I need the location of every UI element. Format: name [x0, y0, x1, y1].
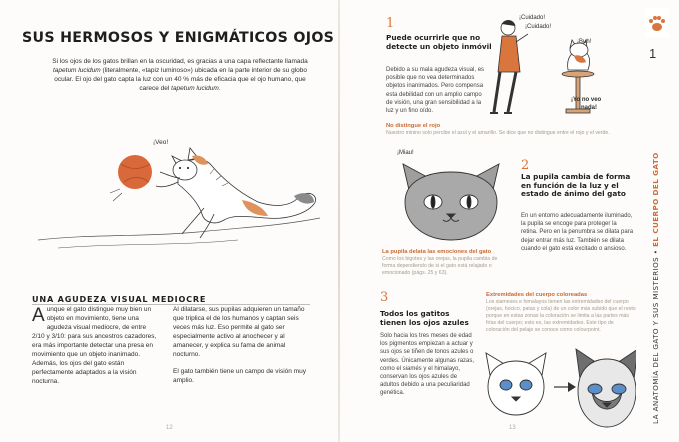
running-head-chapter: EL CUERPO DEL GATO [651, 152, 660, 247]
intro-paragraph [52, 58, 308, 94]
paw-icon [645, 8, 669, 38]
section-1-caption-title: No distingue el rojo [386, 123, 441, 129]
cat-face-icon [403, 164, 499, 240]
intro-text-2: (literalmente, «tapiz luminoso») ubicada en la parte interior de su globo ocular. El ojo del gato capta la luz con un 40 % más de eficacia que el ojo humano, que carece del [54, 66, 307, 92]
intro-text-3: . [218, 84, 221, 92]
chapter-number: 1 [649, 46, 657, 61]
running-head-part: LA ANATOMÍA DEL GATO Y SUS MISTERIOS • [651, 246, 660, 424]
kitten-to-adult-illustration [484, 345, 636, 437]
speech-no-veo-1: ¡Yo no veo [571, 97, 602, 103]
person-icon [490, 20, 528, 113]
section-3-number: 3 [380, 290, 389, 305]
section-3-caption-body: Los siameses e himalayos tienen las extremidades del cuerpo (orejas, hocico, patas y cola) de un color más subido que el resto porque en estas zonas la coloración se limita a las partes más frías del cuerpo; esto es, las extremidades. Este tipo de coloración del pelaje se conoce como colourpoint. [486, 299, 636, 333]
speech-no-veo-2: nada! [581, 105, 598, 111]
section-3-body: Solo hacia los tres meses de edad los pigmentos empiezan a actuar y sus ojos se tiñen de tonos azules o verdes. Únicamente algunas razas, como el siamés y el himalayo, conservan los ojos azules de adultos debido a una peculiaridad genética. [380, 333, 475, 397]
cat-chasing-ball-illustration [28, 122, 328, 252]
speech-buh: ¡Buh! [577, 39, 592, 45]
section-3-caption-title: Extremidades del cuerpo coloreadas [486, 292, 588, 298]
person-and-cat-illustration [488, 12, 638, 122]
speech-veo: ¡Veo! [153, 139, 169, 146]
book-gutter [338, 0, 340, 442]
siamese-kitten-icon [486, 353, 546, 415]
speech-cuidado-1: ¡Cuidado! [519, 15, 546, 21]
cat-face-illustration [395, 160, 507, 244]
section-2-caption-body: Como los bigotes y las orejas, la pupila cambia de forma dependiendo de si el gato está relajado o emocionado (págs. 25 y 63). [382, 256, 498, 276]
column-1-text: unque el gato distingue muy bien un objeto en movimiento, tiene una agudeza visual mediocre, de entre 2/10 y 3/10: para sus ancestros cazadores, era más importante detectar una presa en movimiento que un objeto inanimado. Además, los ojos del gato están perfectamente adaptados a la visión nocturna. [32, 306, 157, 385]
section-heading: UNA AGUDEZA VISUAL MEDIOCRE [32, 294, 207, 304]
column-2-paragraph-2: El gato también tiene un campo de visión muy amplio. [173, 367, 306, 384]
section-1-heading: Puede ocurrirle que no detecte un objeto inmóvil [386, 33, 492, 51]
drop-cap: A [32, 305, 45, 326]
section-2-body: En un entorno adecuadamente iluminado, la pupila se encoge para proteger la retina. Pero en la penumbra se dilata para dejar entrar más luz. También se dilata cuando el gato está excitado o ansioso. [521, 213, 634, 252]
section-2-caption-title: La pupila delata las emociones del gato [382, 249, 492, 255]
running-head-vertical [651, 152, 660, 424]
page-number-right: 13 [509, 425, 516, 431]
siamese-adult-icon [576, 349, 636, 427]
page-title: SUS HERMOSOS Y ENIGMÁTICOS OJOS [22, 30, 335, 46]
speech-cuidado-2: ¡Cuidado! [525, 24, 552, 30]
ball-icon [110, 155, 152, 201]
leaping-cat-icon [156, 148, 316, 238]
section-1-caption-body: Nuestro minino solo percibe el azul y el amarillo. Se dice que no distingue entre el rojo y el verde. [386, 130, 610, 136]
body-column-1 [32, 306, 160, 387]
intro-text-1: Si los ojos de los gatos brillan en la oscuridad, es gracias a una capa reflectante llamada [52, 58, 308, 65]
intro-term-2: tapetum lucidum [171, 84, 219, 92]
section-2-number: 2 [521, 158, 530, 173]
section-1-body: Debido a su mala agudeza visual, es posible que no vea determinados objetos inanimados. Pero compensa esta debilidad con un amplio campo de visión, una gran sensibilidad a la luz y un fino oído. [386, 67, 485, 115]
speech-miau: ¡Miau! [397, 150, 414, 156]
column-2-paragraph-1: Al dilatarse, sus pupilas adquieren un tamaño que triplica el de los humanos y captan seis veces más luz. Eso permite al gato ser especialmente activo al anochecer y al amanecer, y explica su fama de animal nocturno. [173, 306, 305, 358]
intro-term-1: tapetum lucidum [52, 66, 101, 74]
section-2-heading: La pupila cambia de forma en función de la luz y el estado de ánimo del gato [521, 172, 631, 199]
section-3-heading: Todos los gatitos tienen los ojos azules [380, 309, 469, 327]
section-1-number: 1 [386, 16, 395, 31]
body-column-2 [173, 306, 309, 386]
page-number-left: 12 [166, 425, 173, 431]
section-divider [32, 304, 310, 305]
